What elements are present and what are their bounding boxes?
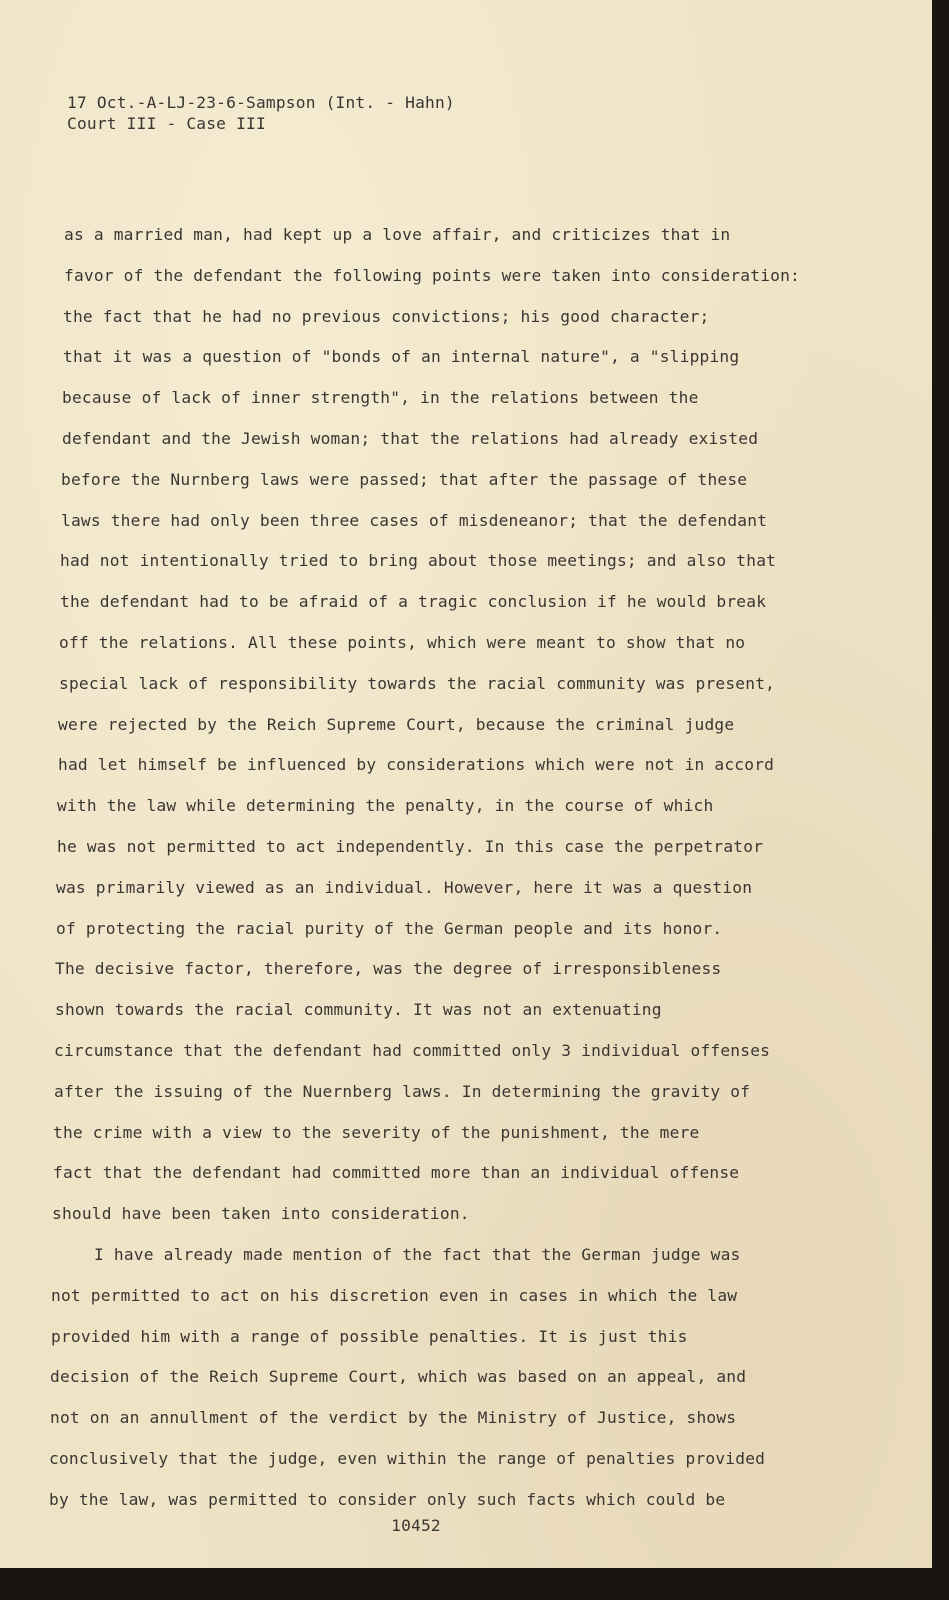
body-line: was primarily viewed as an individual. However, here it was a question bbox=[56, 877, 753, 897]
body-line: off the relations. All these points, which were meant to show that no bbox=[59, 632, 746, 652]
header-reference-line: 17 Oct.-A-LJ-23-6-Sampson (Int. - Hahn) bbox=[67, 93, 455, 112]
body-line: circumstance that the defendant had committed only 3 individual offenses bbox=[54, 1040, 771, 1060]
body-line: The decisive factor, therefore, was the degree of irresponsibleness bbox=[55, 959, 722, 979]
header-court-case-line: Court III - Case III bbox=[67, 114, 266, 133]
body-line: as a married man, had kept up a love affair, and criticizes that in bbox=[64, 225, 731, 244]
body-line: the crime with a view to the severity of the punishment, the mere bbox=[53, 1122, 700, 1142]
body-line: shown towards the racial community. It was not an extenuating bbox=[55, 1000, 662, 1020]
body-line: provided him with a range of possible penalties. It is just this bbox=[51, 1326, 688, 1346]
document-header bbox=[67, 92, 455, 134]
body-line: were rejected by the Reich Supreme Court, because the criminal judge bbox=[58, 714, 735, 734]
body-line: because of lack of inner strength", in the relations between the bbox=[62, 388, 699, 408]
body-line: before the Nurnberg laws were passed; that after the passage of these bbox=[61, 469, 748, 489]
body-line: favor of the defendant the following points were taken into consideration: bbox=[64, 265, 800, 285]
body-line: had let himself be influenced by considerations which were not in accord bbox=[58, 755, 775, 775]
scan-border-right bbox=[932, 0, 949, 1600]
document-body bbox=[48, 223, 848, 1529]
body-line: not permitted to act on his discretion even in cases in which the law bbox=[51, 1285, 738, 1305]
body-line: defendant and the Jewish woman; that the relations had already existed bbox=[62, 428, 759, 448]
page-number: 10452 bbox=[391, 1516, 441, 1535]
body-line: had not intentionally tried to bring about those meetings; and also that bbox=[60, 551, 777, 571]
body-line: should have been taken into consideration. bbox=[52, 1204, 470, 1224]
body-line: that it was a question of "bonds of an internal nature", a "slipping bbox=[63, 347, 740, 367]
paragraph-first-line: I have already made mention of the fact that the German judge was bbox=[94, 1244, 741, 1264]
body-line: laws there had only been three cases of misdeneanor; that the defendant bbox=[61, 510, 768, 530]
body-line: decision of the Reich Supreme Court, which was based on an appeal, and bbox=[50, 1367, 747, 1387]
body-line: with the law while determining the penalty, in the course of which bbox=[57, 796, 714, 816]
body-line: by the law, was permitted to consider only such facts which could be bbox=[49, 1489, 726, 1509]
body-line: not on an annullment of the verdict by the Ministry of Justice, shows bbox=[50, 1408, 737, 1428]
body-line: after the issuing of the Nuernberg laws. In determining the gravity of bbox=[54, 1081, 751, 1101]
body-line: fact that the defendant had committed more than an individual offense bbox=[53, 1163, 740, 1183]
body-line: conclusively that the judge, even within the range of penalties provided bbox=[49, 1448, 766, 1468]
body-line: he was not permitted to act independently. In this case the perpetrator bbox=[57, 836, 764, 856]
body-line: the defendant had to be afraid of a tragic conclusion if he would break bbox=[60, 592, 767, 612]
scan-border-bottom bbox=[0, 1568, 949, 1600]
body-line: special lack of responsibility towards the racial community was present, bbox=[59, 673, 776, 693]
body-line: of protecting the racial purity of the German people and its honor. bbox=[56, 918, 723, 938]
body-line: the fact that he had no previous convictions; his good character; bbox=[63, 306, 710, 326]
